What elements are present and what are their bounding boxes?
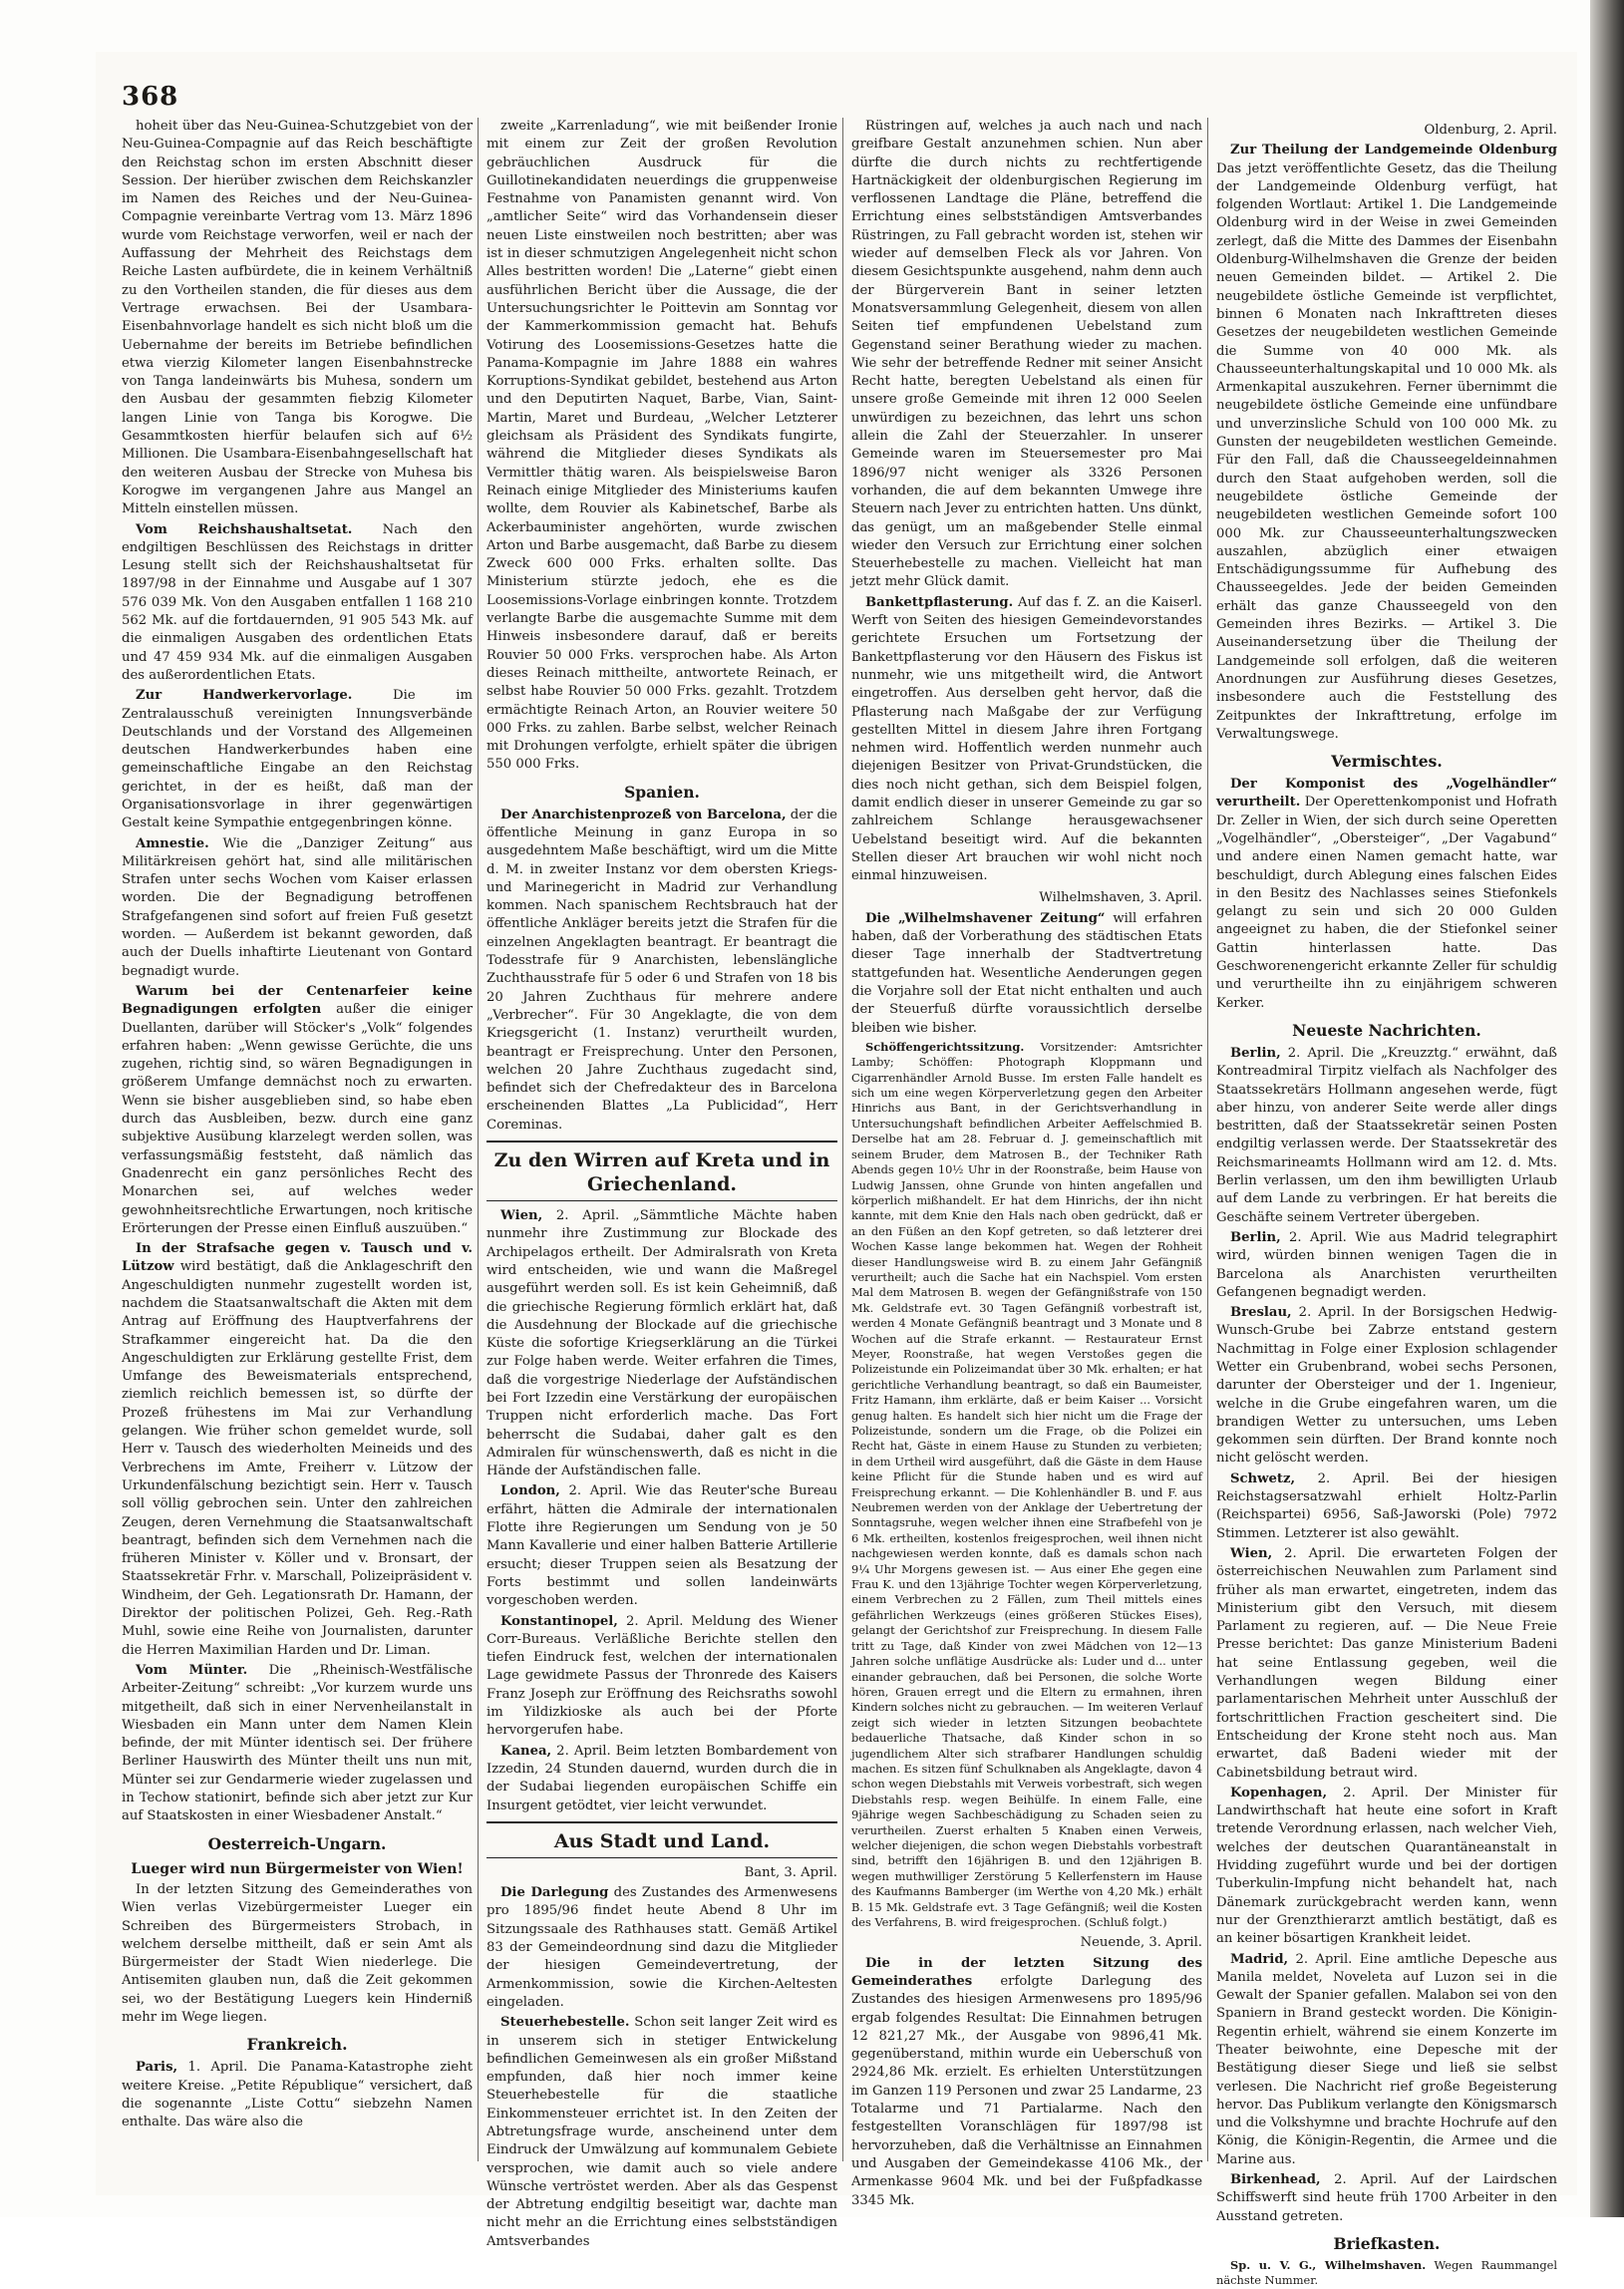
section-heading: Spanien. bbox=[624, 782, 700, 802]
article-lead-heading: Der Anarchistenprozeß von Barcelona, bbox=[500, 807, 787, 822]
article-body-text: 2. April. Wie das Reuter'sche Bureau erfährt, hätten die Admirale der internationalen Flotte ihre Regierungen um Sendung von je 50 Mann Kavallerie und einer halben Batterie Artillerie ersucht; dieser Truppen seien als Besatzung der Forts bestimmt und sollen landeinwärts vorgeschoben werden. bbox=[487, 1483, 837, 1609]
text-column-1 bbox=[122, 118, 473, 2197]
article-lead-heading: In der Strafsache gegen v. Tausch und v. Lützow bbox=[122, 1241, 473, 1275]
article-body-text: des Zustandes des Armenwesens pro 1895/96 findet heute Abend 8 Uhr im Sitzungssaale des Rathhauses statt. Gemäß Artikel 83 der Gemeindeordnung sind dazu die Mitglieder der hiesigen Gemeindevertretung, der Armenkommission, sowie die Kirchen-Aeltesten eingeladen. bbox=[487, 1885, 838, 2010]
article-body-text: will erfahren haben, daß der Vorberathung des städtischen Etats dieser Tage innerhalb der Stadtvertretung stattgefunden hat. Wesentliche Aenderungen gegen die Vorjahre soll der Etat nicht enthalten und auch der Steuerfuß dürfte voraussichtlich derselbe bleiben wie bisher. bbox=[851, 910, 1202, 1036]
book-binding-edge bbox=[1590, 0, 1624, 2217]
article-lead-heading: Steuerhebestelle. bbox=[500, 2015, 630, 2031]
article-paragraph: Rüstringen auf, welches ja auch nach und nach greifbare Gestalt anzunehmen schien. Nun aber dürfte die durch nichts zu rechtfertigende Hartnäckigkeit der oldenburgischen Regierung im verflossenen Landtage die Pläne, betreffend die Errichtung eines selbstständigen Amtsverbandes Rüstringen, zu Fall gebracht worden ist, stehen wir wieder auf demselben Fleck als vor Jahren. Von diesem Gesichtspunkte ausgehend, nahm denn auch der Bürgerverein Bant in seiner letzten Monatsversammlung Gelegenheit, diesem von allen Seiten tief empfundenen Uebelstand zum Gegenstand seiner Berathung wieder zu machen. Wie sehr der betreffende Redner mit seiner Ansicht Recht hatte, beregten Uebelstand als einen für unsere große Gemeinde mit ihren 12 000 Seelen unwürdigen zu bezeichnen, das lehrt uns schon allein die Zahl der Steuerzahler. In unserer Gemeinde waren im Steuersemester pro Mai 1896/97 nicht weniger als 3326 Personen vorhanden, die auf dem bekannten Umwege ihre Steuern nach Jever zu entrichten hatten. Uns dünkt, das genügt, um an maßgebender Stelle einmal wieder den Versuch zur Errichtung einer solchen Steuerhebestelle zu machen. Vielleicht hat man jetzt mehr Glück damit. bbox=[851, 119, 1202, 590]
dateline: Bant, 3. April. bbox=[744, 1864, 837, 1880]
article-paragraph bbox=[122, 2059, 473, 2131]
article-paragraph bbox=[1216, 2171, 1557, 2226]
article-body-text: Auf das f. Z. an die Kaiserl. Werft von Seiten des hiesigen Gemeindevorstandes gerichtete Ersuchen um Fortsetzung der Bankettpflasterung vor den Häusern des Fiskus ist nunmehr, wie uns mitgetheilt wird, die Antwort eingetroffen. Aus derselben geht hervor, daß die Pflasterung nach Maßgabe der zur Verfügung gestellten Mittel in diesem Jahre ihren Fortgang nehmen wird. Hoffentlich werden nunmehr auch diejenigen Besitzer von Privat-Grundstücken, die dies noch nicht gethan, sich dem Beispiel folgen, damit endlich dieser in unserer Gemeinde zu gar so zahlreichem Schlange herausgewachsener Uebelstand beseitigt wird. Auf die bekannten Stellen dieser Art brauchen wir wohl nicht noch einmal hinzuweisen. bbox=[851, 594, 1202, 884]
article-paragraph bbox=[851, 594, 1202, 886]
article-body-text: Wegen Raummangel nächste Nummer. bbox=[1216, 2257, 1558, 2288]
article-paragraph bbox=[1216, 1545, 1557, 1783]
dateline: Neuende, 3. April. bbox=[1080, 1935, 1202, 1951]
article-lead-heading: Paris, bbox=[136, 2060, 178, 2076]
article-body-text: der die öffentliche Meinung in ganz Europa in so ausgedehntem Maße beschäftigt, wird um die Mitte d. M. in zweiter Instanz vor dem obersten Kriegs- und Marinegericht in Madrid zur Verhandlung kommen. Nach spanischem Rechtsbrauch hat der öffentliche Ankläger bereits jetzt die Strafen für die einzelnen Angeklagten beantragt. Er beantragt die Todesstrafe für 9 Anarchisten, lebenslängliche Zuchthausstrafe für 5 oder 6 und Strafen von 18 bis 20 Jahren Zuchthaus für mehrere andere „Verbrecher“. Für 30 Angeklagte, die von dem Kriegsgericht (1. Instanz) verurtheilt wurden, beantragt er Freisprechung. Unter den Personen, welchen 20 Jahre Zuchthaus zugedacht sind, befindet sich der Chefredakteur des in Barcelona erscheinenden Blattes „La Publicidad“, Herr Coreminas. bbox=[487, 807, 837, 1133]
section-heading: Vermischtes. bbox=[1331, 752, 1443, 772]
article-body-text: Die im Zentralausschuß vereinigten Innungsverbände Deutschlands und der Vorstand des Allgemeinen deutschen Handwerkerbundes haben eine gemeinschaftliche Eingabe an den Reichstag gerichtet, in der es heißt, daß man der Organisationsvorlage in ihrer gegenwärtigen Gestalt keine Sympathie entgegenbringen könne. bbox=[122, 688, 474, 831]
article-paragraph bbox=[122, 983, 473, 1238]
article-body-text: 1. April. Die Panama-Katastrophe zieht weitere Kreise. „Petite République“ versichert, daß die sogenannte „Liste Cottu“ siebzehn Namen enthalte. Das wäre also die bbox=[122, 2060, 473, 2130]
article-lead-heading: Warum bei der Centenarfeier keine Begnadigungen erfolgten bbox=[122, 983, 473, 1018]
article-lead-heading: Schöffengerichtssitzung. bbox=[865, 1039, 1025, 1054]
article-lead-heading: London, bbox=[500, 1483, 560, 1499]
article-body-text: wird bestätigt, daß die Anklageschrift den Angeschuldigten nunmehr zugestellt worden ist, nachdem die Staatsanwaltschaft die Akten mit dem Antrag auf Eröffnung des Hauptverfahrens der Strafkammer eingereicht hat. Da die den Angeschuldigten zur Erklärung gestellte Frist, dem Umfange des Beweismaterials entsprechend, ziemlich reichlich bemessen ist, so dürfte der Prozeß frühestens im Mai zur Verhandlung gelangen. Wie früher schon gemeldet wurde, soll Herr v. Tausch des wiederholten Meineids und des Verbrechens im Amte, Freiherr v. Lützow der Urkundenfälschung bezichtigt sein. Herr v. Tausch soll völlig gebrochen sein. Unter den zahlreichen Zeugen, deren Vernehmung die Staatsanwaltschaft beantragt, befinden sich dem Vernehmen nach die früheren Minister v. Köller und v. Bronsart, der Staatssekretär Frhr. v. Marschall, Polizeipräsident v. Windheim, der Geh. Legationsrath Dr. Hamann, der Direktor der politischen Polizei, Geh. Reg.-Rath Muhl, sowie eine Reihe von Journalisten, darunter die Herren Maximilian Harden und Dr. Liman. bbox=[122, 1259, 473, 1658]
article-paragraph bbox=[1216, 2258, 1557, 2289]
page-number: 368 bbox=[122, 82, 179, 112]
column-rule bbox=[842, 118, 843, 2161]
article-paragraph bbox=[851, 1955, 1202, 2210]
article-lead-heading: Bankettpflasterung. bbox=[865, 594, 1014, 610]
article-lead-heading: Der Komponist des „Vogelhändler“ verurtheilt. bbox=[1216, 777, 1557, 811]
section-banner-heading: Zu den Wirren auf Kreta und in Griechenland. bbox=[487, 1141, 837, 1201]
article-lead-heading: Berlin, bbox=[1230, 1229, 1281, 1245]
article-lead-heading: Schwetz, bbox=[1230, 1471, 1296, 1486]
section-heading: Briefkasten. bbox=[1333, 2233, 1441, 2253]
text-column-4 bbox=[1216, 118, 1558, 2288]
article-body-text: außer die einiger Duellanten, darüber will Stöcker's „Volk“ folgendes erfahren haben: „Wenn gewisse Gerüchte, die uns zugehen, richtig sind, so wären Begnadigungen in größerem Umfange demnächst noch zu erwarten. Wenn sie bisher ausgeblieben sind, so habe eben durch das Ausbleiben, bezw. durch eine ganz subjektive Ausübung klarzelegt werden sollen, was verfassungsmäßig feststeht, daß nämlich das Gnadenrecht ein ganz persönliches Recht des Monarchen sei, auf welches weder gewohnheitsrechtliche Erwartungen, noch kritische Erörterungen der Presse einen Einfluß auszuüben.“ bbox=[122, 1002, 473, 1236]
article-paragraph bbox=[122, 1662, 473, 1826]
article-paragraph bbox=[122, 687, 473, 832]
article-lead-heading: Amnestie. bbox=[136, 835, 209, 851]
article-lead-heading: Die in der letzten Sitzung des Gemeinderathes bbox=[851, 1955, 1202, 1989]
article-paragraph bbox=[1216, 142, 1557, 744]
article-body-text: 2. April. Wie aus Madrid telegraphirt wird, würden binnen wenigen Tagen die in Barcelona als Anarchisten verurtheilten Gefangenen begnadigt werden. bbox=[1216, 1229, 1557, 1300]
article-body-text: 2. April. Meldung des Wiener Corr-Bureaus. Verläßliche Berichte stellen den tiefen Eindruck fest, welchen der internationalen Lage gewidmete Passus der Thronrede des Kaisers Franz Joseph zur Eröffnung des Reichsraths sowohl im Yildizkioske als auch bei der Pforte hervorgerufen habe. bbox=[487, 1613, 837, 1739]
article-lead-heading: Breslau, bbox=[1230, 1305, 1292, 1321]
article-lead-heading: Konstantinopel, bbox=[500, 1613, 618, 1629]
article-paragraph bbox=[851, 1040, 1202, 1931]
column-rule bbox=[1207, 118, 1208, 2161]
article-lead-heading: Kanea, bbox=[500, 1743, 552, 1759]
section-heading: Oesterreich-Ungarn. bbox=[207, 1833, 387, 1853]
article-body-text: 2. April. Auf der Lairdschen Schiffswerft sind heute früh 1700 Arbeiter in den Ausstand getreten. bbox=[1216, 2172, 1557, 2224]
article-paragraph bbox=[122, 835, 473, 981]
article-lead-heading: Vom Reichshaushaltsetat. bbox=[136, 521, 353, 537]
article-paragraph bbox=[1216, 1304, 1557, 1469]
column-rule bbox=[478, 118, 479, 2161]
article-body-text: 2. April. Die „Kreuzztg.“ erwähnt, daß Kontreadmiral Tirpitz vielfach als Nachfolger des Staatssekretärs Hollmann angesehen werde, fügt aber hinzu, von anderer Seite werde aller dings bestritten, daß der Staatssekretär seinen Posten endgiltig verlassen werde. Der Staatssekretär des Reichsmarineamts Hollmann wird am 12. d. Mts. Berlin verlassen, um den ihm bewilligten Urlaub auf dem Lande zu verbringen. Er hat bereits die Geschäfte seinem Vertreter übergeben. bbox=[1216, 1045, 1557, 1225]
article-paragraph bbox=[487, 807, 837, 1135]
article-paragraph bbox=[1216, 776, 1557, 1013]
article-paragraph bbox=[1216, 1471, 1557, 1543]
article-body-text: Schon seit langer Zeit wird es in unserem sich in stetiger Entwickelung befindlichen Gemeinwesen als ein großer Mißstand empfunden, daß hier noch immer keine Steuerhebestelle für die staatliche Einkommensteuer errichtet ist. In den Zeiten der Abtretungsfrage wurde, anscheinend unter dem Eindruck der Umwälzung auf kommunalem Gebiete versprochen, wie damit auch so viele andere Wünsche vertröstet werden. Aber als das Gespenst der Abtretung endgiltig beseitigt war, dachte man nicht mehr an die Errichtung eines selbstständigen Amtsverbandes bbox=[487, 2015, 837, 2249]
article-body-text: 2. April. Die erwarteten Folgen der österreichischen Neuwahlen zum Parlament sind früher als man erwartet, eingetreten, indem das Ministerium gibt den Versuch, mit diesem Parlament zu regieren, auf. — Die Neue Freie Presse berichtet: Das ganze Ministerium Badeni hat seine Entlassung gegeben, weil die Verhandlungen wegen Bildung einer parlamentarischen Mehrheit unter Ausschluß der fortschrittlichen Fraction gescheitert sind. Die Entscheidung der Krone steht noch aus. Man erwartet, daß Badeni wieder mit der Cabinetsbildung betraut wird. bbox=[1216, 1545, 1557, 1781]
article-headline: Lueger wird nun Bürgermeister von Wien! bbox=[131, 1860, 464, 1877]
article-lead-heading: Die „Wilhelmshavener Zeitung“ bbox=[865, 910, 1106, 926]
article-lead-heading: Sp. u. V. G., Wilhelmshaven. bbox=[1230, 2257, 1427, 2272]
article-body-text: Das jetzt veröffentlichte Gesetz, das die Theilung der Landgemeinde Oldenburg verfügt, hat folgenden Wortlaut: Artikel 1. Die Landgemeinde Oldenburg wird in der Weise in zwei Gemeinden zerlegt, daß die Mitte des Dammes der Eisenbahn Oldenburg-Wilhelmshaven die Grenze der beiden neuen Gemeinden bildet. — Artikel 2. Die neugebildete östliche Gemeinde ist verpflichtet, binnen 6 Monaten nach Inkrafttreten dieses Gesetzes der neugebildeten westlichen Gemeinde die Summe von 40 000 Mk. als Chausseeunterhaltungskapital und 10 000 Mk. als Armenkapital auszukehren. Ferner übernimmt die neugebildete östliche Gemeinde eine unfündbare und unverzinsliche Schuld von 100 000 Mk. zu Gunsten der neugebildeten westlichen Gemeinde. Für den Fall, daß die Chausseegeldeinnahmen durch den Staat aufgehoben werden, soll die neugebildete östliche Gemeinde der neugebildeten westlichen Gemeinde sofort 100 000 Mk. zur Chausseeunterhaltungszwecken auszahlen, abzüglich einer etwaigen Entschädigungssumme für Aufhebung des Chausseegeldes. Jede der beiden Gemeinden erhält das ganze Chausseegeld von den Gemeinden ihres Bezirks. — Artikel 3. Die Auseinandersetzung über die Theilung der Landgemeinde soll erfolgen, daß die weiteren Anordnungen zur Ausführung dieses Gesetzes, insbesondere auch die Feststellung des Zeitpunktes der Inkrafttretung, erfolge im Verwaltungswege. bbox=[1216, 161, 1557, 742]
article-paragraph: In der letzten Sitzung des Gemeinderathes von Wien verlas Vizebürgermeister Lueger ein Schreiben des Bürgermeisters Strobach, in welchem derselbe mittheilt, daß er sein Amt als Bürgermeister der Stadt Wien niederlege. Die Antisemiten glauben nun, daß die Zeit gekommen sei, wo der Bestätigung Luegers kein Hinderniß mehr im Wege liegen. bbox=[122, 1881, 473, 2025]
article-paragraph bbox=[487, 1884, 837, 2012]
article-paragraph bbox=[851, 910, 1202, 1038]
article-paragraph bbox=[1216, 1229, 1557, 1302]
article-body-text: 2. April. „Sämmtliche Mächte haben nunmehr ihre Zustimmung zur Blockade des Archipelagos ertheilt. Der Admiralsrath von Kreta wird entscheiden, wie und wann die Maßregel ausgeführt werden soll. Es ist kein Geheimniß, daß die griechische Regierung förmlich erklärt hat, daß die Ausdehnung der Blockade auf die griechische Küste die sofortige Kriegserklärung an die Türkei zur Folge haben werde. Weiter erfahren die Times, daß die vorgestrige Niederlage der Aufständischen bei Fort Izzedin eine Verstärkung der europäischen Truppen nicht erforderlich mache. Das Fort beherrscht die Sudabai, daher galt es den Admiralen für wünschenswerth, daß es nicht in die Hände der Aufständischen falle. bbox=[487, 1208, 837, 1479]
article-lead-heading: Wien, bbox=[1230, 1545, 1273, 1561]
article-paragraph: hoheit über das Neu-Guinea-Schutzgebiet von der Neu-Guinea-Compagnie auf das Reich beschäftigte den Reichstag schon im ersten Abschnitt dieser Session. Der hierüber zwischen dem Reichskanzler im Namen des Reiches und der Neu-Guinea-Compagnie vereinbarte Vertrag vom 13. März 1896 wurde vom Reichstage verworfen, weil er nach der Auffassung der Mehrheit des Reichstags dem Reiche Lasten aufbürdete, die in keinem Verhältniß zu den Vortheilen standen, die für dieses aus dem Vertrage erwachsen. Bei der Usambara-Eisenbahnvorlage handelt es sich nicht bloß um die Uebernahme der bereits im Betriebe befindlichen etwa vierzig Kilometer langen Eisenbahnstrecke von Tanga landeinwärts bis Muhesa, sondern um den Ausbau der gesammten fiebzig Kilometer langen Linie von Tanga bis Korogwe. Die Gesammtkosten hierfür belaufen sich auf 6½ Millionen. Die Usambara-Eisenbahngesellschaft hat den weiteren Ausbau der Strecke von Muhesa bis Korogwe im vergangenen Jahre aus Mangel an Mitteln einstellen müssen. bbox=[122, 119, 473, 517]
article-paragraph bbox=[1216, 1951, 1557, 2170]
article-body-text: Nach den endgiltigen Beschlüssen des Reichstags in dritter Lesung stellt sich der Reichshaushaltsetat für 1897/98 in der Einnahme und Ausgabe auf 1 307 576 039 Mk. Von den Ausgaben entfallen 1 168 210 562 Mk. auf die fortdauernden, 91 905 543 Mk. auf die einmaligen Ausgaben des ordentlichen Etats und 47 459 934 Mk. auf die einmaligen Ausgaben des außerordentlichen Etats. bbox=[122, 521, 474, 683]
article-lead-heading: Zur Handwerkervorlage. bbox=[136, 688, 353, 704]
article-body-text: Der Operettenkomponist und Hofrath Dr. Zeller in Wien, der sich durch seine Operetten „Vogelhändler“, „Obersteiger“, „Der Vagabund“ und andere einen Namen gemacht hatte, war beschuldigt, durch Ablegung eines falschen Eides in den Besitz des Nachlasses seines Stiefonkels gelangt zu sein und sich 20 000 Gulden angeeignet zu haben, die der Stiefonkel seiner Gattin hinterlassen hatte. Das Geschworenengericht erkannte Zeller für schuldig und verurtheilte ihn zu einjährigem schweren Kerker. bbox=[1216, 795, 1557, 1011]
article-paragraph bbox=[1216, 1045, 1557, 1227]
article-paragraph: zweite „Karrenladung“, wie mit beißender Ironie mit einem zur Zeit der großen Revolution gebräuchlichen Ausdruck für die Guillotinekandidaten neuerdings die gruppenweise Festnahme von Panamisten genannt wird. Von „amtlicher Seite“ wird das Vorhandensein dieser neuen Liste einstweilen noch bestritten; aber was ist in dieser schmutzigen Angelegenheit nicht schon Alles bestritten worden! Die „Laterne“ giebt einen ausführlichen Bericht über die Aussage, die der Untersuchungsrichter le Poittevin am Sonntag vor der Kammerkommission gemacht hat. Behufs Votirung des Loosemissions-Gesetzes hatte die Panama-Kompagnie im Jahre 1888 ein wahres Korruptions-Syndikat gebildet, bestehend aus Arton und den Deputirten Naquet, Barbe, Vian, Saint-Martin, Maret und Burdeau, „Welcher Letzterer gleichsam als Präsident des Syndikats fungirte, während die Mitglieder dieses Syndikats als Vermittler thätig waren. Als beispielsweise Baron Reinach einige Mitglieder des Ministeriums kaufen wollte, dem Rouvier als Kabinetschef, Barbe als Ackerbauminister angehörten, wurde zwischen Arton und Barbe ausgemacht, daß Barbe zu diesem Zweck 600 000 Frks. erhalten sollte. Das Ministerium stürzte jedoch, ehe es die Loosemissions-Vorlage einbringen konnte. Trotzdem verlangte Barbe die ausgemachte Summe mit dem Hinweis insbesondere darauf, daß er bereits Rouvier 50 000 Frks. versprochen habe. Als Arton dieses Reinach mittheilte, antwortete Reinach, er selbst habe Rouvier 50 000 Frks. gezahlt. Trotzdem ermächtigte Reinach Arton, an Rouvier weitere 50 000 Frks. zu zahlen. Barbe selbst, welcher Reinach mit Drohungen verfolgte, erhielt später die übrigen 550 000 Frks. bbox=[487, 119, 837, 773]
article-lead-heading: Vom Münter. bbox=[136, 1662, 248, 1678]
article-body-text: Die „Rheinisch-Westfälische Arbeiter-Zeitung“ schreibt: „Vor kurzem wurde uns mitgetheilt, daß sich in einer Nervenheilanstalt in Wiesbaden ein Mann unter dem Namen Klein befinde, der mit Münter identisch sei. Der frühere Berliner Hauswirth des Münter theilt uns nun mit, Münter sei zur Gendarmerie wieder zugelassen und in Techow stationirt, befinde sich aber jetzt zur Kur auf Staatskosten in einer Wiesbadener Anstalt.“ bbox=[122, 1662, 473, 1824]
article-lead-heading: Kopenhagen, bbox=[1230, 1785, 1328, 1800]
article-paragraph bbox=[122, 1240, 473, 1660]
text-column-3 bbox=[851, 118, 1202, 2208]
article-paragraph bbox=[1216, 1785, 1557, 1949]
dateline: Oldenburg, 2. April. bbox=[1424, 123, 1557, 138]
article-paragraph bbox=[487, 2014, 837, 2251]
text-column-2 bbox=[487, 118, 838, 2249]
dateline: Wilhelmshaven, 3. April. bbox=[1039, 890, 1202, 906]
section-heading: Neueste Nachrichten. bbox=[1292, 1020, 1481, 1040]
article-body-text: Wie die „Danziger Zeitung“ aus Militärkreisen gehört hat, sind alle militärischen Strafen unter sechs Wochen vom Kaiser erlassen worden. Die der Begnadigung betroffenen Strafgefangenen sind sofort auf freien Fuß gesetzt worden. — Außerdem ist bekannt geworden, daß auch der Duells inhaftirte Lieutenant von Gontard begnadigt wurde. bbox=[122, 835, 473, 979]
article-body-text: erfolgte Darlegung des Zustandes des hiesigen Armenwesens pro 1895/96 ergab folgendes Resultat: Die Einnahmen betrugen 12 821,27 Mk., der Ausgabe von 9896,41 Mk. gegenüberstand, mithin wurde ein Ueberschuß von 2924,86 Mk. erzielt. Es erhielten Unterstützungen im Ganzen 119 Personen und zwar 25 Landarme, 23 Totalarme und 71 Partialarme. Nach den festgestellten Voranschlägen für 1897/98 ist hervorzuheben, daß die Verhältnisse an Einnahmen und Ausgaben der Gemeindekasse 4106 Mk., der Armenkasse 9604 Mk. und bei der Fußpfadkasse 3345 Mk. bbox=[851, 1974, 1202, 2208]
article-body-text: 2. April. Der Minister für Landwirthschaft hat heute eine sofort in Kraft tretende Verordnung erlassen, nach welcher Vieh, welches der deutschen Quarantäneanstalt in Hvidding zugeführt wurde und bei der dortigen Tuberkulin-Impfung nicht behandelt hat, nach Dänemark zurückgebracht werden kann, wenn nur der Grenzthierarzt amtlich bestätigt, daß es an keiner bösartigen Krankheit leidet. bbox=[1216, 1785, 1557, 1947]
article-lead-heading: Madrid, bbox=[1230, 1951, 1289, 1967]
article-lead-heading: Zur Theilung der Landgemeinde Oldenburg bbox=[1230, 143, 1557, 159]
article-body-text: 2. April. Bei der hiesigen Reichstagsersatzwahl erhielt Holtz-Parlin (Reichspartei) 6956, Saß-Jaworski (Pole) 7972 Stimmen. Letzterer ist also gewählt. bbox=[1216, 1471, 1557, 1541]
article-lead-heading: Berlin, bbox=[1230, 1045, 1281, 1061]
article-body-text: Vorsitzender: Amtsrichter Lamby; Schöffen: Photograph Kloppmann und Cigarrenhändler Arnold Busse. Im ersten Falle handelt es sich um eine wegen Körperverletzung gegen den Arbeiter Hinrichs aus Bant, in der Gerichtsverhandlung in Untersuchungshaft befindlichen Arbeiter Aeffelschmied B. Derselbe hat am 28. Februar d. J. gemeinschaftlich mit seinem Bruder, dem Matrosen B., der Techniker Rath Abends gegen 10½ Uhr in der Roonstraße, beim Hause von Ludwig Janssen, ohne Grunde von hinten angefallen und körperlich mißhandelt. Er hat dem Hinrichs, der ihn nicht kannte, mit dem Knie den Hals nach oben gedrückt, daß er an den Füßen an den Kopf getreten, so daß letzterer drei Wochen Kasse lange bekommen hat. Wegen der Rohheit dieser Handlungsweise wird B. zu einem Jahr Gefängniß verurtheilt; auch die Sache hat ein Nachspiel. Vom ersten Mal dem Matrosen B. wegen der Gefängnißstrafe von 150 Mk. Geldstrafe evt. 30 Tagen Gefängniß vorbestraft ist, werden 4 Monate Gefängniß beantragt und 3 Monate und 8 Wochen auf die Strafe erkannt. — Restaurateur Ernst Meyer, Roonstraße, hat wegen Verstoßes gegen die Polizeistunde ein Polizeimandat über 30 Mk. erhalten; er hat gerichtliche Verhandlung beantragt, so daß ein Baumeister, Fritz Hamann, ihm erklärte, daß er beim Kaiser ... Vorsicht genug halten. Es handelt sich hier nicht um die Frage der Polizeistunde, sondern um die Frage, ob die Polizei ein Recht hat, Gäste in einem Hause zu Stunden zu verbieten; in dem Urtheil wird ausgeführt, daß die Gäste in dem Hause keine Pflicht für die Stunde haben und es wird auf Freisprechung erkannt. — Die Kohlenhändler B. und F. aus Neubremen werden von der Anklage der Uebertretung der Sonntagsruhe, wegen welcher ihnen eine Strafbefehl von je 6 Mk. ertheilten, kostenlos freigesprochen, weil ihnen nicht nachgewiesen werden konnte, daß es damals schon nach 9¼ Uhr Morgens gewesen ist. — Aus einer Ehe gegen eine Frau K. und den 13jährige Tochter wegen Körperverletzung, einem Verbrechen zu 2 Fällen, zum Theil mittels eines gefährlichen Werkzeugs (eines größeren Stückes Eises), gelangt der Gerichtshof zur Freisprechung. In diesem Falle tritt zu Tage, daß Kinder von zwei Mädchen von 12—13 Jahren solche unflätige Ausdrücke als: Luder und d... unter einander gebrauchen, daß bei Personen, die solche Worte hören, Grauen erregt und die Eltern zu ermahnen, ihren Kindern solches nicht zu gebrauchen. — Im weiteren Verlauf zeigt sich wieder in letzten Sitzungen beobachtete bedauerliche Thatsache, daß Kinder schon in so jugendlichem Alter sich strafbarer Handlungen schuldig machen. Es sitzen fünf Schulknaben als Angeklagte, davon 4 schon wegen Diebstahls mit Verweis vorbestraft, sich wegen Diebstahls resp. wegen Beihülfe. In einem Falle, eine 9jährige wegen Sachbeschädigung zu Schaden seien zu verurtheilen. Zuerst erhalten 5 Knaben einen Verweis, welcher diejenigen, die schon wegen Diebstahls vorbestraft sind, betrifft den 16jährigen B. und den 12jährigen B. wegen muthwilliger Zerstörung 5 Kellerfenstern im Hause des Kaufmanns Bamberger (im Werthe von 4,20 Mk.) erhält B. 15 Mk. Geldstrafe evt. 3 Tage Gefängniß; weil die Kosten des Verfahrens, B. wird freigesprochen. (Schluß folgt.) bbox=[851, 1039, 1202, 1929]
section-heading: Frankreich. bbox=[246, 2035, 348, 2055]
article-paragraph bbox=[487, 1207, 837, 1480]
article-body-text: 2. April. Eine amtliche Depesche aus Manila meldet, Noveleta auf Luzon sei in die Gewalt der Spanier gefallen. Malabon sei von den Spaniern in Brand gesteckt worden. Die Königin-Regentin erhielt, während sie einem Konzerte im Theater beiwohnte, eine Depesche mit der Bestätigung dieser Siege und ließ sie selbst verlesen. Die Nachricht rief große Begeisterung hervor. Das Publikum verlangte den Königsmarsch und die Volkshymne und brachte Hochrufe auf den König, die Königin-Regentin, die Armee und die Marine aus. bbox=[1216, 1951, 1557, 2167]
article-paragraph bbox=[487, 1482, 837, 1610]
article-lead-heading: Die Darlegung bbox=[500, 1885, 609, 1901]
article-paragraph bbox=[487, 1743, 837, 1815]
article-paragraph bbox=[122, 521, 473, 686]
article-body-text: 2. April. Beim letzten Bombardement von Izzedin, 24 Stunden dauernd, wurden durch die in der Sudabai liegenden europäischen Schiffe ein Insurgent getödtet, vier leicht verwundet. bbox=[487, 1743, 837, 1813]
article-body-text: 2. April. In der Borsigschen Hedwig-Wunsch-Grube bei Zabrze entstand gestern Nachmittag in Folge einer Explosion schlagender Wetter ein Grubenbrand, wobei sechs Personen, darunter der Obersteiger und der 1. Ingenieur, welche in die Grube eingefahren waren, um die brandigen Wetter zu untersuchen, ums Leben gekommen sein dürften. Der Brand konnte noch nicht gelöscht werden. bbox=[1216, 1305, 1557, 1467]
section-banner-heading: Aus Stadt und Land. bbox=[487, 1821, 837, 1858]
article-lead-heading: Wien, bbox=[500, 1208, 543, 1224]
article-paragraph bbox=[487, 1613, 837, 1741]
article-lead-heading: Birkenhead, bbox=[1230, 2172, 1321, 2188]
